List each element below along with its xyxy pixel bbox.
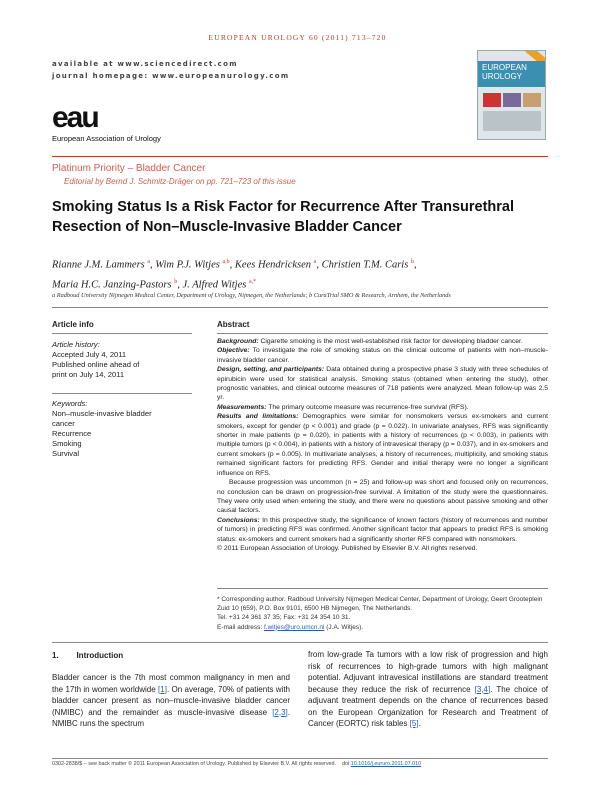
citation-link[interactable]: [3,4]	[474, 684, 491, 694]
article-history: Article history: Accepted July 4, 2011 Published online ahead of print on July 14, 2011	[52, 340, 140, 379]
author-name: Christien T.M. Caris	[321, 259, 409, 271]
cover-figure-3	[523, 93, 541, 107]
author-name: Kees Hendricksen	[234, 259, 312, 271]
cover-text-block	[483, 111, 541, 131]
cover-figure-1	[483, 93, 501, 107]
author-name: Maria H.C. Janzing-Pastors	[52, 279, 172, 290]
eau-logo-org: European Association of Urology	[52, 134, 161, 143]
citation-link[interactable]: [1]	[158, 684, 167, 694]
footer-divider	[52, 758, 548, 759]
intro-column-2: from low-grade Ta tumors with a low risk of progression and high risk of recurrences to high-grade tumors with high malignant potential. Adjuvant intravesical instillations are standard treatment because they reduce the risk of recurrence [3,4]. The choice of adjuvant treatment depends on the chance of recurrences based on the European Organization for Research and Treatment of Cancer (EORTC) risk tables [5].	[308, 650, 549, 728]
affiliation-divider	[52, 307, 548, 308]
journal-header: EUROPEAN UROLOGY 60 (2011) 713–720	[208, 33, 387, 42]
priority-label: Platinum Priority – Bladder Cancer	[52, 163, 206, 174]
article-info-divider	[52, 333, 192, 334]
footer: 0302-2838/$ – see back matter © 2011 European Association of Urology. Published by Elsevier B.V. All rights reserved. doi:10.1016/j.eururo.2011.07.010	[52, 761, 422, 767]
cover-figure-2	[503, 93, 521, 107]
doi-link[interactable]: 10.1016/j.eururo.2011.07.010	[350, 761, 422, 767]
abstract-heading: Abstract	[217, 320, 250, 329]
intro-column-1: Bladder cancer is the 7th most common malignancy in men and the 17th in women worldwide [1]. On average, 70% of patients with bladder cancer present as non–muscle-invasive bladder cancer (NMIBC) and the remainder as muscle-invasive disease [2,3]. NMIBC runs the spectrum	[52, 673, 290, 728]
keyword: cancer	[52, 419, 75, 428]
corresponding-author: * Corresponding author. Radboud University Nijmegen Medical Center, Department of Urology, Geert Grooteplein Zuid 10 (659), P.O. Box 9101, 6500 HB Nijmegen, The Netherlands. Tel. +31 24 361 37 35; Fax: +31 24 354 10 31. E-mail address: f.witjes@uro.umcn.nl (J.A. Witjes).	[217, 596, 543, 631]
affiliations: a Radboud University Nijmegen Medical Center, Department of Urology, Nijmegen, the Netherlands; b CuraTrial SMO & Research, Arnhem, the Netherlands	[52, 292, 451, 299]
keyword: Smoking	[52, 439, 82, 448]
author-name: J. Alfred Witjes	[182, 279, 247, 290]
article-info-heading: Article info	[52, 320, 94, 329]
keyword: Survival	[52, 449, 80, 458]
keyword: Recurrence	[52, 429, 92, 438]
keywords: Keywords: Non–muscle-invasive bladder cancer Recurrence Smoking Survival	[52, 399, 192, 459]
copyright: © 2011 European Association of Urology. Published by Elsevier B.V. All rights reserved.	[217, 544, 478, 552]
corresponding-divider	[217, 588, 548, 589]
editorial-note: Editorial by Bernd J. Schmitz-Dräger on pp. 721–723 of this issue	[64, 177, 296, 186]
author-name: Rianne J.M. Lammers	[52, 259, 145, 271]
citation-link[interactable]: [5]	[409, 719, 419, 728]
history-divider	[52, 393, 192, 394]
author-name: Wim P.J. Witjes	[155, 259, 220, 271]
abstract-divider	[217, 333, 548, 334]
header-divider	[52, 156, 548, 157]
journal-cover-image	[477, 50, 546, 140]
author-list: Rianne J.M. Lammers $^a$, Wim P.J. Witjes $^{a,b}$, Kees Hendricksen $^a$, Christien T.M. Caris $^b$, Maria H.C. Janzing-Pastors $^b$, J. Alfred Witjes $^{a,*}$	[52, 259, 417, 290]
abstract-end-divider	[52, 642, 548, 643]
email-link[interactable]: f.witjes@uro.umcn.nl	[263, 623, 325, 631]
keyword: Non–muscle-invasive bladder	[52, 409, 152, 418]
section-heading: 1. Introduction	[52, 651, 124, 660]
journal-homepage-link[interactable]: journal homepage: www.europeanurology.com	[52, 72, 290, 80]
cover-title: EUROPEAN UROLOGY	[482, 63, 527, 81]
article-title: Smoking Status Is a Risk Factor for Recurrence After Transurethral Resection of Non–Muscle-Invasive Bladder Cancer	[52, 199, 514, 235]
eau-logo-mark: eau	[52, 101, 98, 134]
abstract-body: Background: Cigarette smoking is the most well-established risk factor for developing bladder cancer. Objective: To investigate the role of smoking status on the clinical outcome of patients with non–muscle-invasive bladder cancer. Design, setting, and participants: Data obtained during a prospective phase 3 study with three schedules of epirubicin were used for statistical analysis. Smoking status (obtained when entering the study), other prognostic variables, and clinical outcome measures of 718 patients were analyzed. Mean follow-up was 2.5 yr. Measurements: The primary outcome measure was recurrence-free survival (RFS). Results and limitations: Demographics were similar for nonsmokers versus ex-smokers and current smokers, except for gender (p < 0.001) and grade (p = 0.022). In univariate analyses, RFS was significantly shorter in male patients (p = 0.020), in patients with a history of recurrences (p < 0.003), in patients with multiple tumors (p < 0.004), in patients with a history of intravesical therapy (p = 0.037), and in ex-smokers and current smokers (p = 0.005). In multivariate analyses, a history of recurrences, multiplicity, and smoking status remained significant factors for predicting RFS. Gender and initial therapy were no longer a significant influence on RFS. Because progression was uncommon (n = 25) and follow-up was short and focused only on recurrences, no conclusion can be drawn on progression-free survival. A limitation of the study were the questionnaires. They were only used when entering the study, and there were no questions about passive smoking and other causal factors. Conclusions: In this prospective study, the significance of known factors (history of recurrences and number of tumors) in predicting RFS was confirmed. Another significant factor that appears to predict RFS is smoking status: ex-smokers and current smokers had a significantly shorter RFS compared with nonsmokers. © 2011 European Association of Urology. Published by Elsevier B.V. All rights reserved.	[217, 338, 549, 552]
citation-link[interactable]: [2,3]	[272, 707, 288, 717]
eau-logo	[52, 101, 161, 143]
sciencedirect-link[interactable]: available at www.sciencedirect.com	[52, 60, 238, 68]
